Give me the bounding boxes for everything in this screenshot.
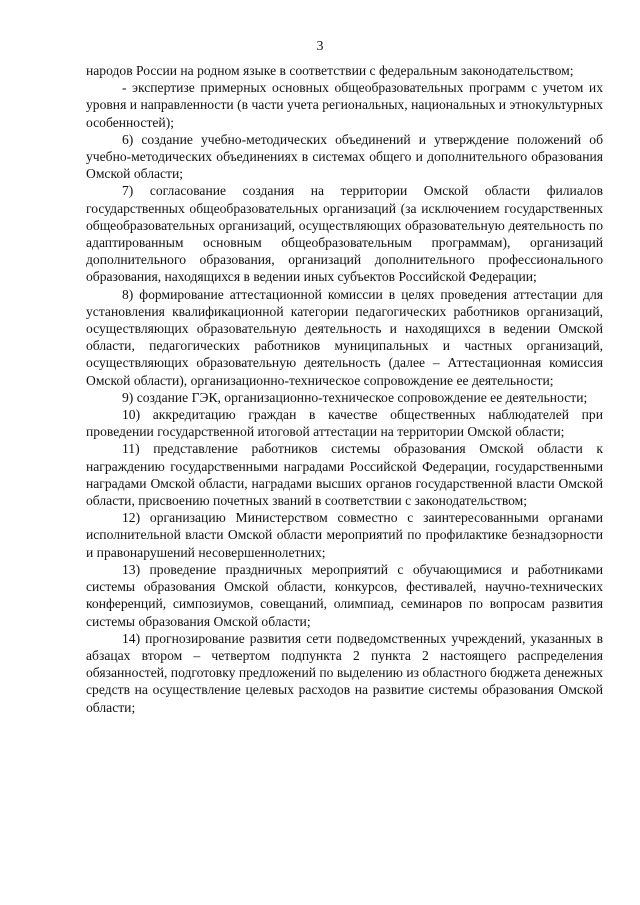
paragraph-item-7: 7) согласование создания на территории Омской области филиалов государственных общеобразовательных организаций (за исключением государственных общеобразовательных организаций, осуществляющих образовательную деятельность по адаптированным основным общеобразовательным программам), организаций дополнительного образования, организаций дополнительного профессионального образования, находящихся в ведении иных субъектов Российской Федерации; (86, 183, 603, 285)
paragraph-item-10: 10) аккредитацию граждан в качестве общественных наблюдателей при проведении государственной итоговой аттестации на территории Омской области; (86, 407, 603, 440)
paragraph-item-9: 9) создание ГЭК, организационно-техническое сопровождение ее деятельности; (122, 389, 588, 405)
body-text (86, 62, 603, 716)
paragraph-item-11: 11) представление работников системы образования Омской области к награждению государственными наградами Российской Федерации, государственными наградами Омской области, наградами высших органов государственной власти Омской области, присвоению почетных званий в соответствии с законодательством; (86, 441, 603, 509)
paragraph-item-13: 13) проведение праздничных мероприятий с обучающимися и работниками системы образования Омской области, конкурсов, фестивалей, научно-технических конференций, симпозиумов, совещаний, олимпиад, семинаров по вопросам развития системы образования Омской области; (86, 561, 603, 629)
paragraph-item-6: 6) создание учебно-методических объединений и утверждение положений об учебно-методических объединениях в системах общего и дополнительного образования Омской области; (86, 131, 603, 182)
paragraph-continuation: народов России на родном языке в соответствии с федеральным законодательством; (86, 63, 574, 78)
paragraph-item-14: 14) прогнозирование развития сети подведомственных учреждений, указанных в абзацах втором – четвертом подпункта 2 пункта 2 настоящего распределения обязанностей, подготовку предложений по выделению из областного бюджета денежных средств на осуществление целевых расходов на развитие системы образования Омской области; (86, 630, 603, 715)
paragraph-item-12: 12) организацию Министерством совместно с заинтересованными органами исполнительной власти Омской области мероприятий по профилактике безнадзорности и правонарушений несовершеннолетних; (86, 510, 603, 560)
page-number: 3 (316, 39, 324, 54)
paragraph-item-8: 8) формирование аттестационной комиссии в целях проведения аттестации для установления квалификационной категории педагогических работников организаций, осуществляющих образовательную деятельность и находящихся в ведении Омской области, педагогических работников муниципальных и частных организаций, осуществляющих образовательную деятельность (далее – Аттестационная комиссия Омской области), организационно-техническое сопровождение ее деятельности; (86, 286, 603, 388)
paragraph-expertise: - экспертизе примерных основных общеобразовательных программ с учетом их уровня и направленности (в части учета региональных, национальных и этнокультурных особенностей); (86, 80, 603, 130)
